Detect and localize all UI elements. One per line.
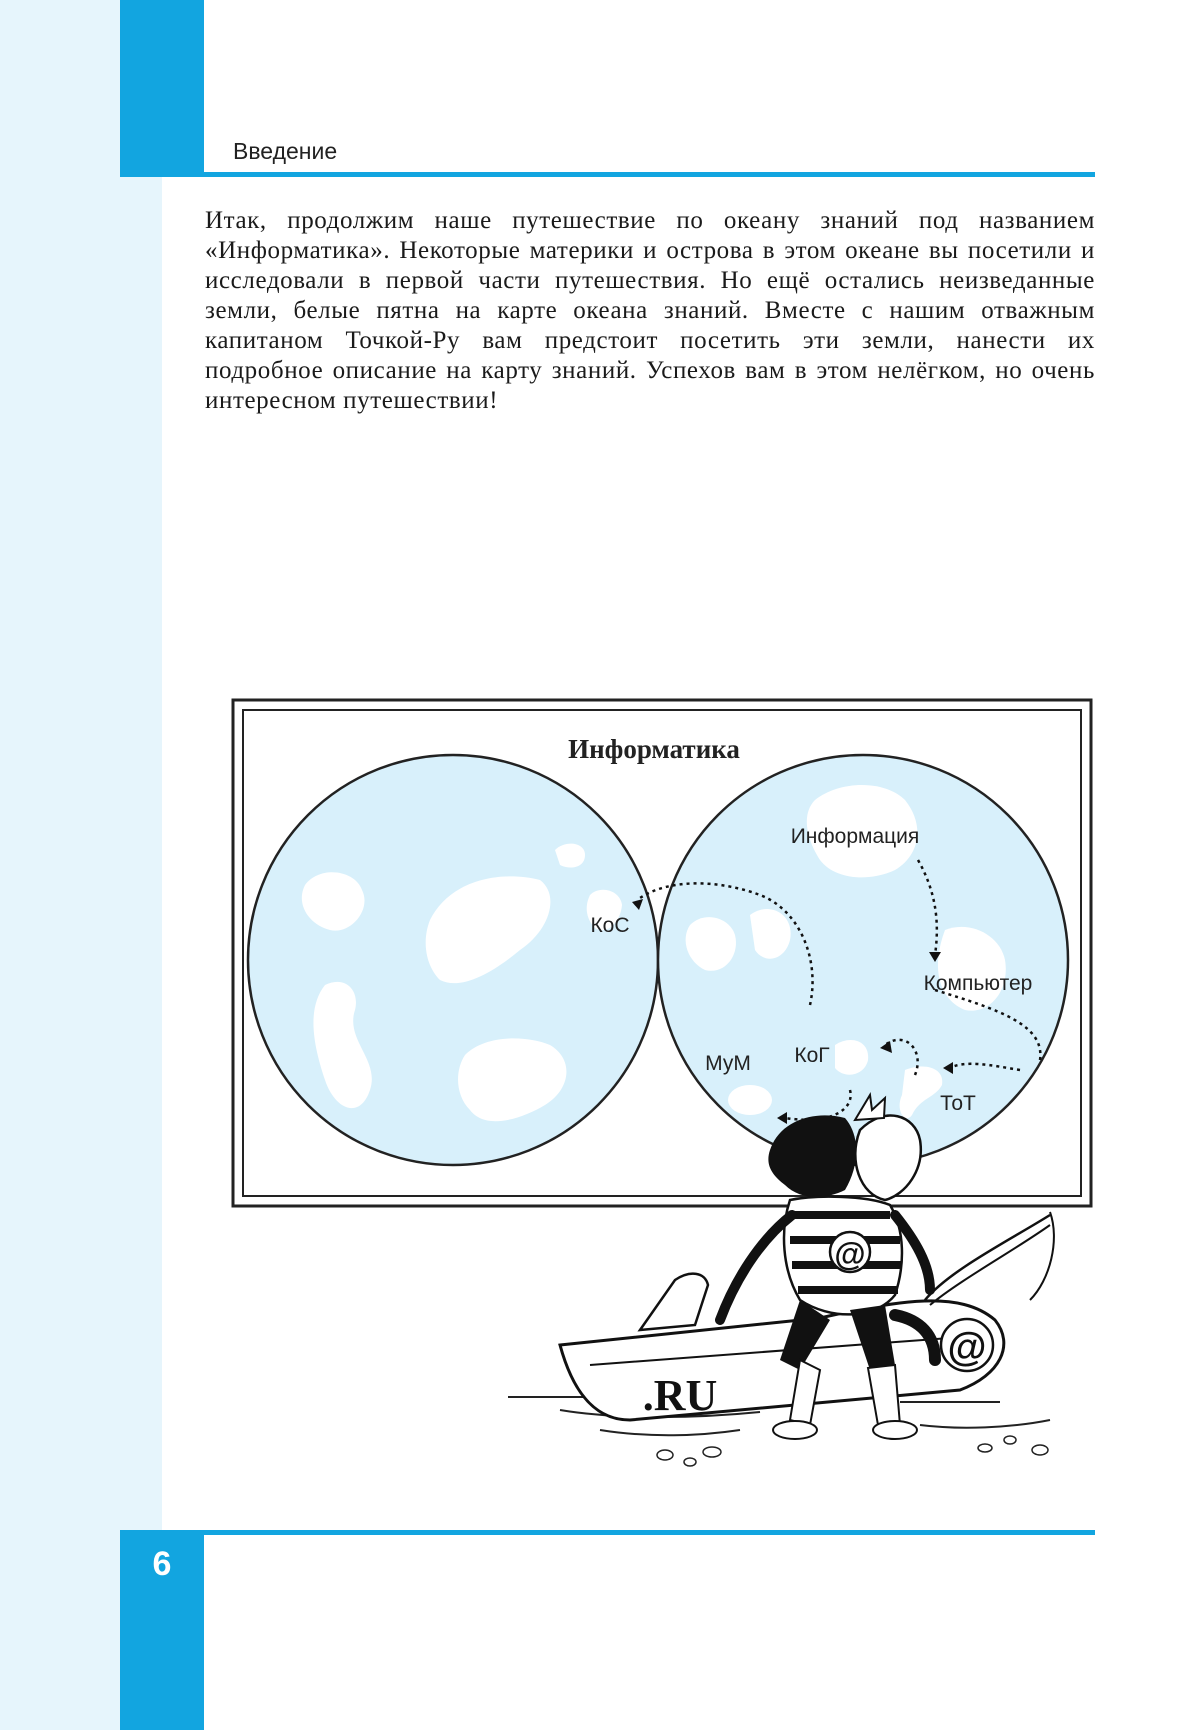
pebbles bbox=[657, 1436, 1048, 1466]
label-kos: КоС bbox=[590, 914, 630, 937]
map-title: Информатика bbox=[568, 734, 740, 764]
shirt-at-sign: @ bbox=[834, 1236, 866, 1272]
label-tot: ТоТ bbox=[940, 1092, 976, 1115]
section-title: Введение bbox=[233, 138, 338, 164]
intro-paragraph: Итак, продолжим наше путешествие по океану знаний под названием «Информатика». Некоторые материки и острова в этом океане вы посетили и исследовали в первой части путешествия. Но ещё остались неизведанные земли, белые пятна на карте океана знаний. Вместе с нашим отважным капитаном Точкой-Ру вам предстоит посетить эти земли, нанести их подробное описание на карту знаний. Успехов вам в этом нелёгком, но очень интересном путешествии! bbox=[205, 207, 1095, 414]
label-kompyuter: Компьютер bbox=[923, 972, 1033, 995]
footer-rule bbox=[120, 1530, 1095, 1535]
label-mum: МуМ bbox=[705, 1052, 751, 1075]
label-kog: КоГ bbox=[794, 1044, 830, 1067]
boat-at-sign: @ bbox=[947, 1325, 987, 1369]
page-number: 6 bbox=[152, 1545, 172, 1583]
boat-name: .RU bbox=[642, 1371, 718, 1420]
label-informatsiya: Информация bbox=[790, 825, 920, 848]
